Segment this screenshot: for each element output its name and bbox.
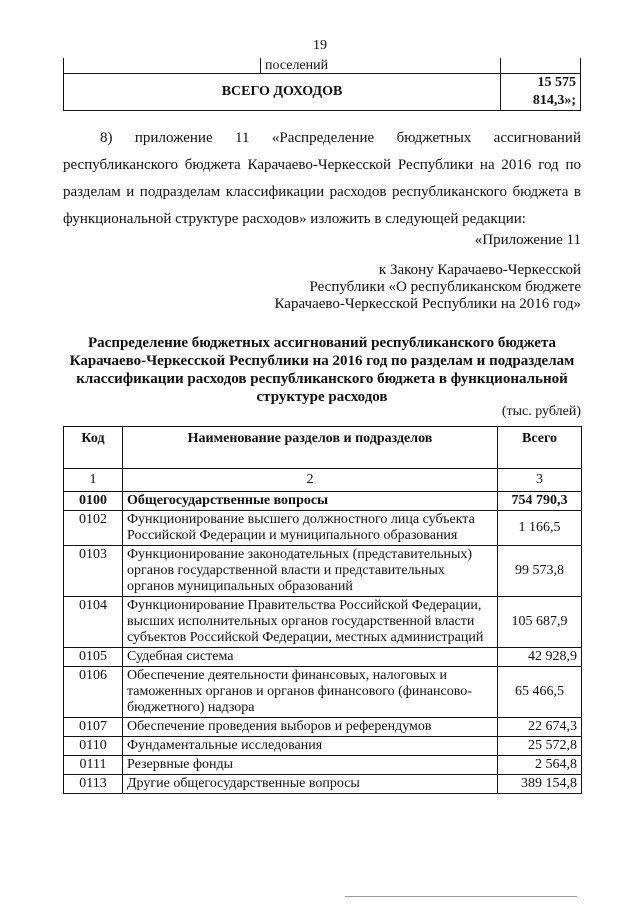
total-revenue-row <box>64 74 581 111</box>
value-cell: 22 674,3 <box>498 718 582 737</box>
name-cell: Другие общегосударственные вопросы <box>123 775 498 794</box>
name-cell: Обеспечение проведения выборов и референдумов <box>123 718 498 737</box>
page-number: 19 <box>313 38 327 53</box>
name-cell: Функционирование высшего должностного лица субъекта Российской Федерации и муниципального образования <box>123 511 498 546</box>
table-row <box>64 492 582 511</box>
header-code: Код <box>64 427 123 469</box>
column-number-1: 1 <box>64 469 123 492</box>
name-cell: Обеспечение деятельности финансовых, налоговых и таможенных органов и органов финансового (финансово-бюджетного) надзора <box>123 667 498 718</box>
table-row <box>64 718 582 737</box>
name-cell: Резервные фонды <box>123 756 498 775</box>
value-cell: 99 573,8 <box>498 546 582 597</box>
appendix-line-2: Республики «О республиканском бюджете <box>309 279 581 295</box>
value-cell: 105 687,9 <box>498 597 582 648</box>
name-cell: Общегосударственные вопросы <box>123 492 498 511</box>
header-name: Наименование разделов и подразделов <box>123 427 498 469</box>
table-header-row <box>64 427 582 469</box>
total-revenue-label: ВСЕГО ДОХОДОВ <box>64 74 501 111</box>
appendix-label: «Приложение 11 <box>474 232 581 248</box>
code-cell: 0106 <box>64 667 123 718</box>
value-cell: 389 154,8 <box>498 775 582 794</box>
appendix-line-1: к Закону Карачаево-Черкесской <box>378 262 581 278</box>
table-row <box>64 648 582 667</box>
expenditure-table <box>63 426 582 794</box>
column-number-3: 3 <box>498 469 582 492</box>
value-cell: 1 166,5 <box>498 511 582 546</box>
name-cell: поселений <box>261 58 501 74</box>
table-row <box>64 756 582 775</box>
code-cell: 0102 <box>64 511 123 546</box>
value-cell: 42 928,9 <box>498 648 582 667</box>
table-row <box>64 775 582 794</box>
code-cell: 0111 <box>64 756 123 775</box>
name-cell: Фундаментальные исследования <box>123 737 498 756</box>
code-cell: 0103 <box>64 546 123 597</box>
appendix-reference <box>250 262 581 313</box>
table-title: Распределение бюджетных ассигнований республиканского бюджета Карачаево-Черкесской Республики на 2016 год по разделам и подразделам классификации расходов республиканского бюджета в функциональной структуре расходов <box>69 335 575 405</box>
code-cell <box>64 58 261 74</box>
paragraph-8: 8) приложение 11 «Распределение бюджетных ассигнований республиканского бюджета Карачаево-Черкесской Республики на 2016 год по разделам и подразделам классификации расходов республиканского бюджета в функциональной структуре расходов» изложить в следующей редакции: <box>63 130 581 227</box>
table-row <box>64 667 582 718</box>
name-cell: Функционирование Правительства Российской Федерации, высших исполнительных органов государственной власти субъектов Российской Федерации, местных администраций <box>123 597 498 648</box>
table-row <box>64 511 582 546</box>
code-cell: 0113 <box>64 775 123 794</box>
header-total: Всего <box>498 427 582 469</box>
table-row <box>64 737 582 756</box>
table-row <box>64 58 581 74</box>
name-cell: Судебная система <box>123 648 498 667</box>
table-row <box>64 546 582 597</box>
total-revenue-value: 15 575 814,3»; <box>501 74 581 111</box>
units-label: (тыс. рублей) <box>501 404 581 419</box>
code-cell: 0110 <box>64 737 123 756</box>
appendix-line-3: Карачаево-Черкесской Республики на 2016 год» <box>274 296 581 312</box>
code-cell: 0105 <box>64 648 123 667</box>
table-row <box>64 597 582 648</box>
code-cell: 0107 <box>64 718 123 737</box>
value-cell <box>501 58 581 74</box>
code-cell: 0100 <box>64 492 123 511</box>
revenue-table-fragment <box>63 58 581 111</box>
value-cell: 25 572,8 <box>498 737 582 756</box>
footer-rule <box>345 896 577 897</box>
name-cell: Функционирование законодательных (представительных) органов государственной власти и представительных органов муниципальных образований <box>123 546 498 597</box>
value-cell: 2 564,8 <box>498 756 582 775</box>
column-number-row <box>64 469 582 492</box>
value-cell: 754 790,3 <box>498 492 582 511</box>
value-cell: 65 466,5 <box>498 667 582 718</box>
code-cell: 0104 <box>64 597 123 648</box>
column-number-2: 2 <box>123 469 498 492</box>
